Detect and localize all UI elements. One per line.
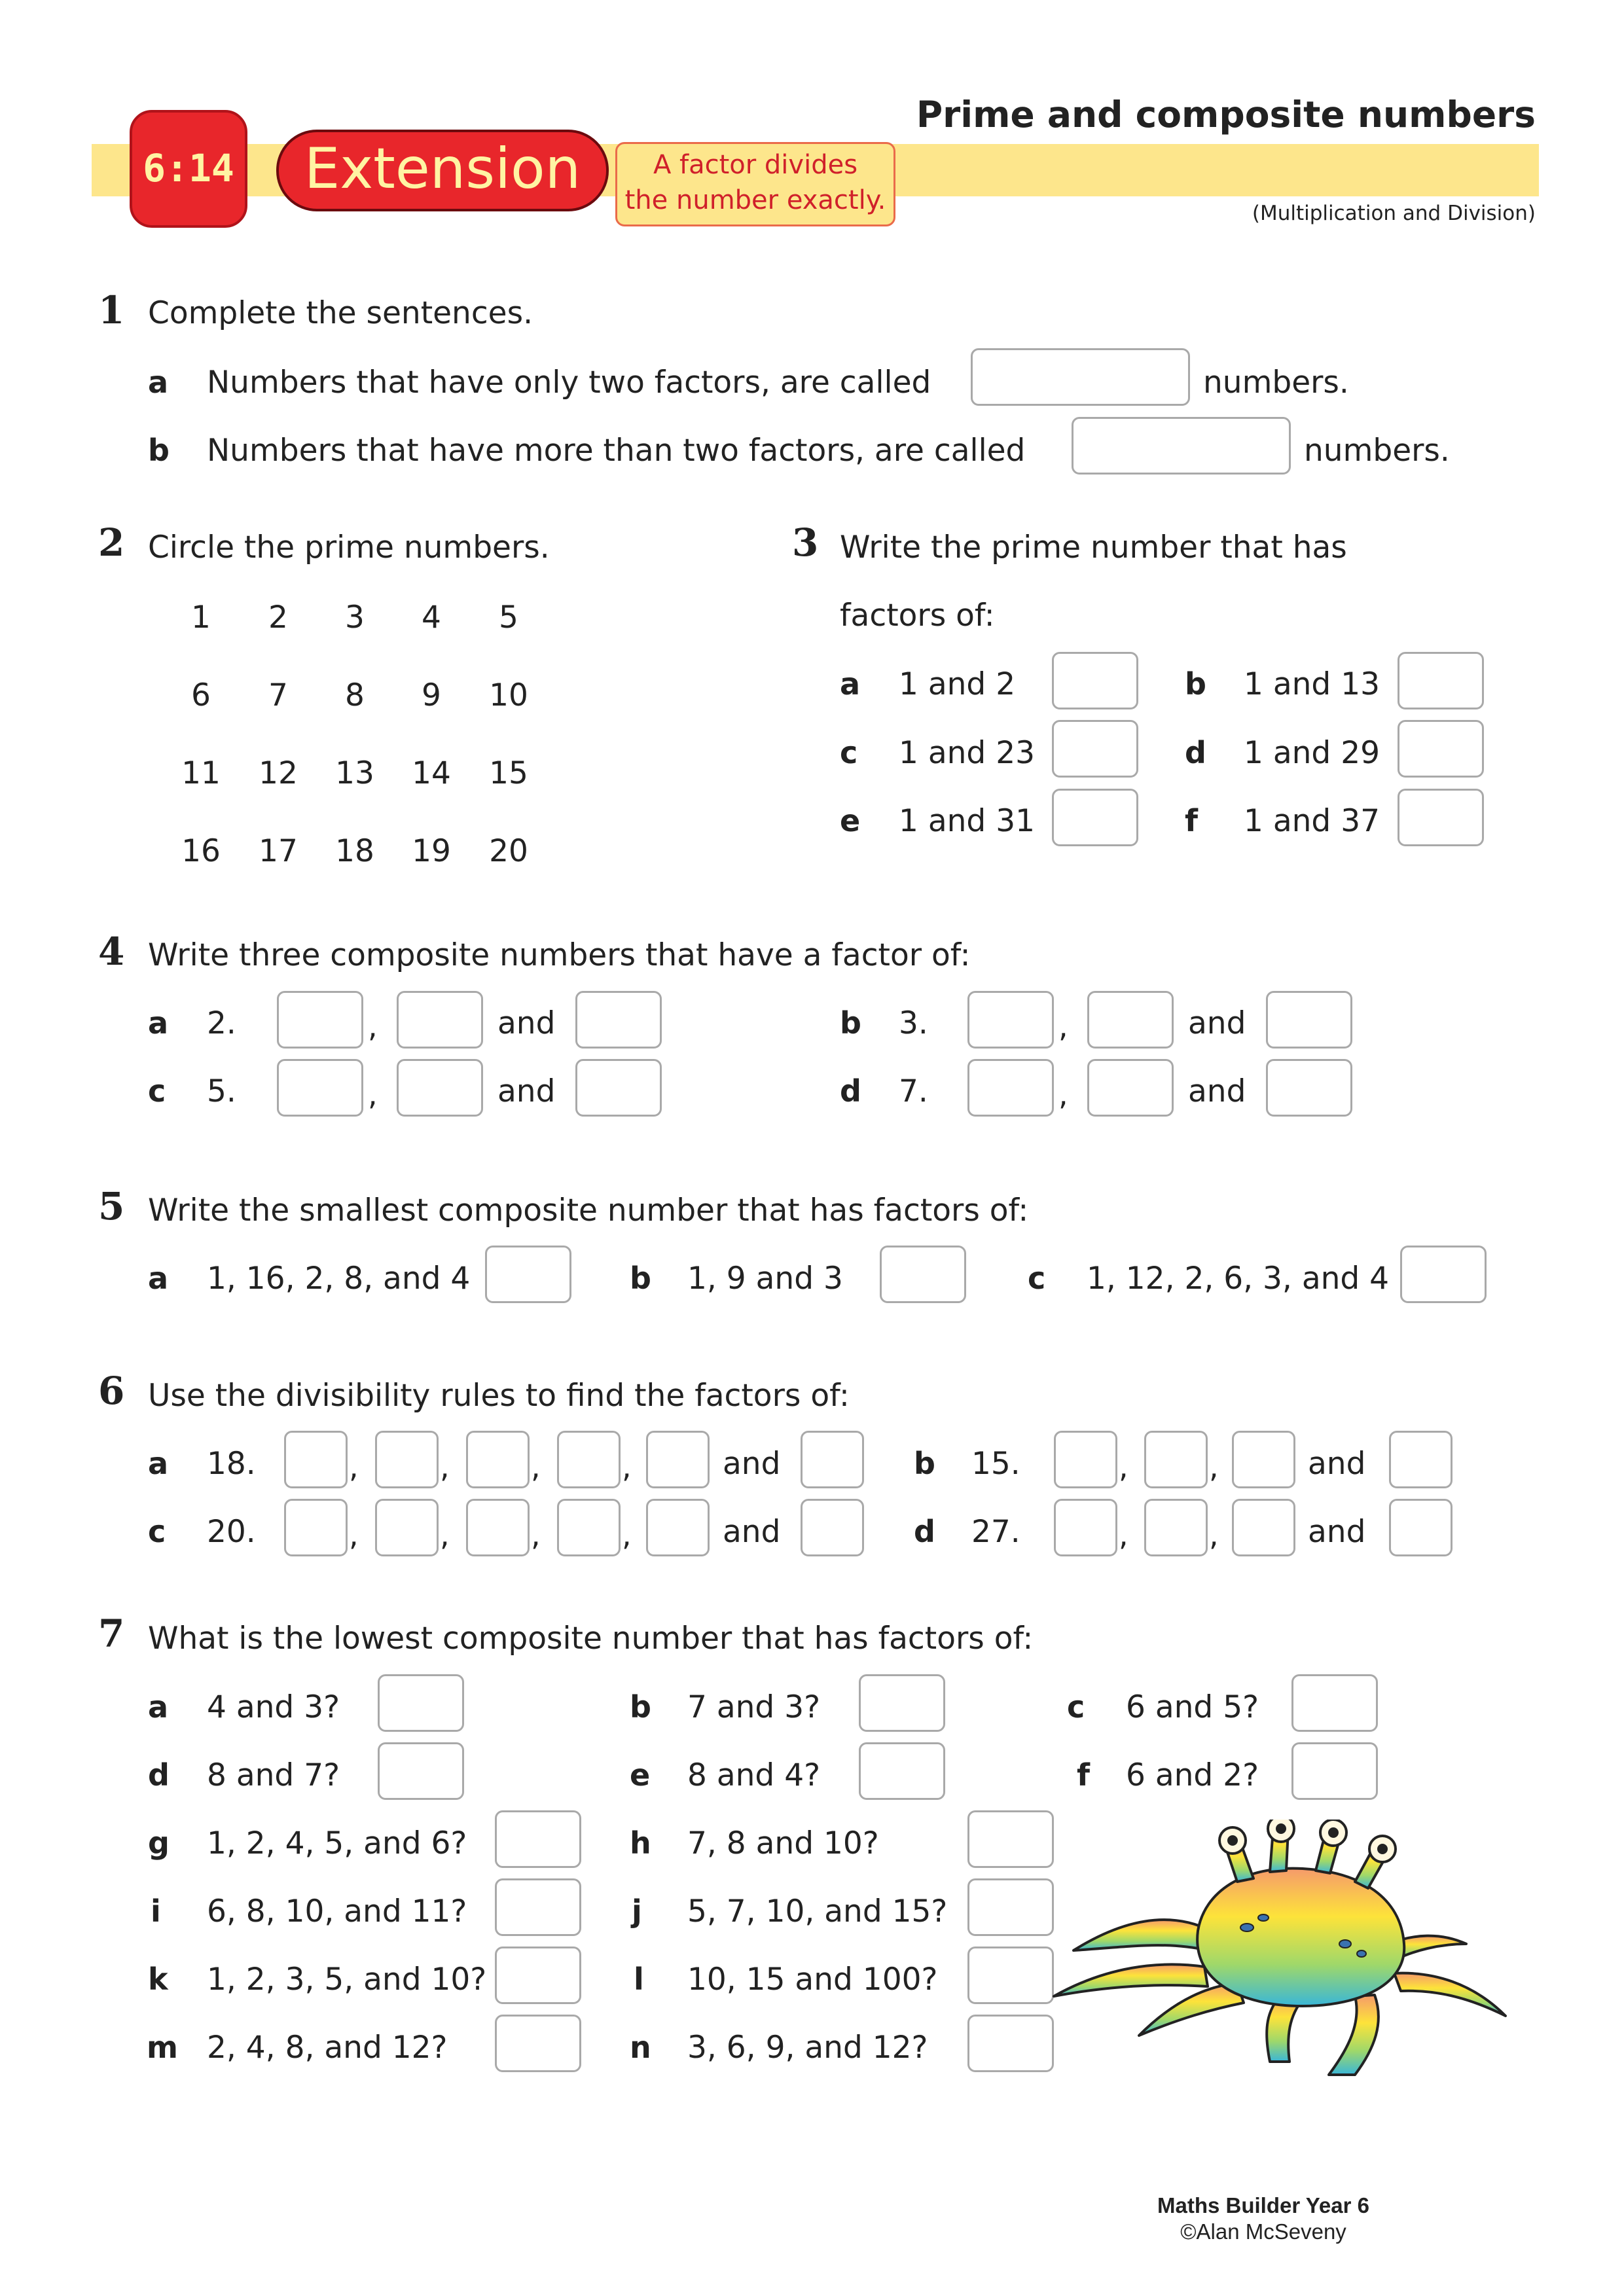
answer-box[interactable] — [397, 1059, 483, 1117]
item-text: 1 and 13 — [1244, 666, 1380, 702]
number-to-circle[interactable]: 19 — [412, 833, 451, 869]
question-prompt: Write the smallest composite number that has factors of: — [148, 1193, 1029, 1229]
answer-box[interactable] — [1232, 1431, 1295, 1488]
answer-box[interactable] — [1266, 1059, 1352, 1117]
question-prompt-line-2: factors of: — [840, 598, 995, 634]
item-text: 1 and 31 — [899, 803, 1036, 839]
item-label: b — [630, 1261, 651, 1296]
answer-box[interactable] — [1400, 1246, 1487, 1303]
item-label: c — [840, 735, 858, 770]
answer-box[interactable] — [967, 1878, 1054, 1936]
item-text: 7, 8 and 10? — [687, 1825, 879, 1861]
question-prompt: Circle the prime numbers. — [148, 529, 550, 565]
item-label: b — [1185, 666, 1206, 702]
comma: , — [531, 1449, 541, 1484]
comma: , — [531, 1517, 541, 1552]
item-label: a — [148, 1005, 169, 1041]
number-to-circle[interactable]: 7 — [268, 677, 288, 713]
lesson-code: 6:14 — [143, 146, 234, 190]
number-to-circle[interactable]: 1 — [191, 600, 211, 636]
answer-box[interactable] — [1144, 1431, 1208, 1488]
and-word: and — [497, 1005, 556, 1041]
question-prompt: Write the prime number that has — [840, 529, 1347, 565]
item-text: 1, 2, 3, 5, and 10? — [207, 1962, 487, 1998]
number-to-circle[interactable]: 10 — [489, 677, 528, 713]
answer-box[interactable] — [1232, 1499, 1295, 1556]
item-label: e — [630, 1757, 651, 1793]
answer-box[interactable] — [1087, 991, 1174, 1049]
item-label: c — [1067, 1689, 1085, 1725]
answer-box[interactable] — [880, 1246, 966, 1303]
number-to-circle[interactable]: 13 — [335, 755, 374, 791]
comma: , — [440, 1517, 450, 1552]
and-word: and — [1188, 1005, 1246, 1041]
answer-box[interactable] — [378, 1742, 464, 1800]
answer-box[interactable] — [967, 991, 1054, 1049]
question-prompt: Write three composite numbers that have a factor of: — [148, 937, 971, 973]
item-label: b — [914, 1446, 935, 1481]
item-text: Numbers that have more than two factors, are called — [207, 433, 1026, 469]
comma: , — [440, 1449, 450, 1484]
number-to-circle[interactable]: 16 — [181, 833, 221, 869]
octopus-alien-illustration — [1047, 1820, 1532, 2081]
answer-box[interactable] — [557, 1431, 621, 1488]
answer-box[interactable] — [646, 1431, 710, 1488]
item-text: 18. — [207, 1446, 256, 1482]
answer-box[interactable] — [801, 1499, 864, 1556]
item-label: a — [148, 1261, 169, 1296]
item-text: 5, 7, 10, and 15? — [687, 1893, 948, 1929]
answer-box[interactable] — [495, 2015, 581, 2072]
item-label: c — [1028, 1261, 1046, 1296]
question-prompt: Complete the sentences. — [148, 295, 533, 331]
question-number: 3 — [792, 520, 819, 565]
answer-box[interactable] — [801, 1431, 864, 1488]
answer-box[interactable] — [575, 991, 662, 1049]
item-label: i — [151, 1893, 161, 1929]
number-to-circle[interactable]: 2 — [268, 600, 288, 636]
item-text: 1 and 37 — [1244, 803, 1380, 839]
item-text: 6 and 5? — [1126, 1689, 1259, 1725]
item-text: 10, 15 and 100? — [687, 1962, 938, 1998]
answer-box[interactable] — [557, 1499, 621, 1556]
answer-box[interactable] — [859, 1742, 945, 1800]
comma: , — [368, 1009, 378, 1044]
answer-box[interactable] — [1291, 1674, 1378, 1732]
number-to-circle[interactable]: 14 — [412, 755, 451, 791]
number-to-circle[interactable]: 17 — [259, 833, 298, 869]
item-text: 1, 12, 2, 6, 3, and 4 — [1087, 1261, 1390, 1297]
item-label: h — [630, 1825, 651, 1861]
question-number: 5 — [98, 1184, 125, 1229]
comma: , — [1209, 1517, 1219, 1552]
item-label: d — [148, 1757, 170, 1793]
item-text: 7. — [899, 1073, 928, 1109]
item-text: 3, 6, 9, and 12? — [687, 2030, 928, 2066]
number-to-circle[interactable]: 8 — [345, 677, 365, 713]
item-label: d — [1185, 735, 1206, 770]
item-label: a — [840, 666, 861, 702]
comma: , — [622, 1517, 632, 1552]
comma: , — [349, 1449, 359, 1484]
number-to-circle[interactable]: 6 — [191, 677, 211, 713]
comma: , — [1209, 1449, 1219, 1484]
question-number: 6 — [98, 1369, 125, 1413]
item-label: n — [630, 2030, 651, 2065]
item-label: g — [148, 1825, 170, 1861]
number-to-circle[interactable]: 11 — [181, 755, 221, 791]
comma: , — [1119, 1517, 1128, 1552]
item-text: 1, 2, 4, 5, and 6? — [207, 1825, 467, 1861]
comma: , — [1058, 1009, 1068, 1044]
answer-box[interactable] — [375, 1499, 439, 1556]
item-label: d — [914, 1514, 935, 1549]
hint-line-1: A factor divides — [653, 150, 858, 180]
item-text: 27. — [971, 1514, 1020, 1550]
comma: , — [349, 1517, 359, 1552]
item-label: f — [1077, 1757, 1091, 1793]
item-label: b — [148, 433, 170, 468]
item-label: a — [148, 365, 169, 400]
question-prompt: What is the lowest composite number that has factors of: — [148, 1621, 1034, 1657]
answer-box[interactable] — [1291, 1742, 1378, 1800]
answer-box[interactable] — [1266, 991, 1352, 1049]
item-text: 8 and 7? — [207, 1757, 340, 1793]
answer-box[interactable] — [378, 1674, 464, 1732]
answer-box[interactable] — [1087, 1059, 1174, 1117]
number-to-circle[interactable]: 15 — [489, 755, 528, 791]
footer-copyright: ©Alan McSeveny — [1180, 2219, 1346, 2244]
item-label: a — [148, 1689, 169, 1725]
and-word: and — [1308, 1446, 1366, 1482]
answer-box[interactable] — [277, 991, 363, 1049]
question-number: 4 — [98, 929, 125, 974]
answer-box[interactable] — [967, 1810, 1054, 1868]
number-to-circle[interactable]: 9 — [422, 677, 441, 713]
and-word: and — [723, 1514, 781, 1550]
answer-box[interactable] — [1052, 652, 1138, 709]
and-word: and — [1188, 1073, 1246, 1109]
item-label: k — [148, 1962, 168, 1997]
item-text: 5. — [207, 1073, 236, 1109]
item-text: 2, 4, 8, and 12? — [207, 2030, 448, 2066]
answer-box[interactable] — [967, 2015, 1054, 2072]
item-label: l — [634, 1962, 644, 1997]
answer-box[interactable] — [575, 1059, 662, 1117]
answer-box[interactable] — [1389, 1431, 1453, 1488]
item-text: 1 and 2 — [899, 666, 1016, 702]
item-label: b — [630, 1689, 651, 1725]
comma: , — [368, 1077, 378, 1112]
item-text: 1, 16, 2, 8, and 4 — [207, 1261, 471, 1297]
comma: , — [1119, 1449, 1128, 1484]
item-text: 3. — [899, 1005, 928, 1041]
and-word: and — [1308, 1514, 1366, 1550]
number-to-circle[interactable]: 20 — [489, 833, 528, 869]
answer-box[interactable] — [466, 1499, 530, 1556]
item-label: d — [840, 1073, 861, 1109]
comma: , — [1058, 1077, 1068, 1112]
answer-box[interactable] — [284, 1499, 348, 1556]
item-label: a — [148, 1446, 169, 1481]
answer-box[interactable] — [1052, 720, 1138, 778]
answer-box[interactable] — [375, 1431, 439, 1488]
item-suffix: numbers. — [1203, 365, 1349, 401]
answer-box[interactable] — [495, 1810, 581, 1868]
answer-box[interactable] — [495, 1946, 581, 2004]
and-word: and — [497, 1073, 556, 1109]
number-to-circle[interactable]: 18 — [335, 833, 374, 869]
item-text: Numbers that have only two factors, are called — [207, 365, 931, 401]
number-to-circle[interactable]: 4 — [422, 600, 441, 636]
question-number: 1 — [98, 288, 125, 332]
item-text: 6, 8, 10, and 11? — [207, 1893, 467, 1929]
number-to-circle[interactable]: 5 — [499, 600, 518, 636]
hint-line-2: the number exactly. — [624, 185, 886, 215]
answer-box[interactable] — [277, 1059, 363, 1117]
item-suffix: numbers. — [1304, 433, 1450, 469]
answer-box[interactable] — [967, 1946, 1054, 2004]
question-number: 2 — [98, 520, 125, 565]
item-text: 20. — [207, 1514, 256, 1550]
and-word: and — [723, 1446, 781, 1482]
item-label: j — [632, 1893, 642, 1929]
answer-box[interactable] — [1398, 652, 1484, 709]
page-subtitle: (Multiplication and Division) — [1252, 202, 1536, 225]
item-text: 1 and 23 — [899, 735, 1036, 771]
answer-box[interactable] — [284, 1431, 348, 1488]
item-text: 1 and 29 — [1244, 735, 1380, 771]
item-text: 1, 9 and 3 — [687, 1261, 843, 1297]
answer-box[interactable] — [466, 1431, 530, 1488]
footer-title: Maths Builder Year 6 — [1157, 2193, 1370, 2217]
item-text: 15. — [971, 1446, 1020, 1482]
answer-box[interactable] — [646, 1499, 710, 1556]
item-label: c — [148, 1514, 166, 1549]
answer-box[interactable] — [971, 348, 1190, 406]
number-to-circle[interactable]: 3 — [345, 600, 365, 636]
item-label: e — [840, 803, 861, 838]
item-text: 6 and 2? — [1126, 1757, 1259, 1793]
answer-box[interactable] — [1052, 789, 1138, 846]
answer-box[interactable] — [1398, 720, 1484, 778]
item-text: 2. — [207, 1005, 236, 1041]
extension-label: Extension — [304, 136, 581, 202]
answer-box[interactable] — [1389, 1499, 1453, 1556]
answer-box[interactable] — [1054, 1431, 1117, 1488]
question-number: 7 — [98, 1611, 125, 1656]
item-text: 8 and 4? — [687, 1757, 821, 1793]
answer-box[interactable] — [1054, 1499, 1117, 1556]
item-label: c — [148, 1073, 166, 1109]
answer-box[interactable] — [485, 1246, 571, 1303]
answer-box[interactable] — [1398, 789, 1484, 846]
question-prompt: Use the divisibility rules to find the factors of: — [148, 1378, 850, 1414]
item-label: b — [840, 1005, 861, 1041]
item-label: f — [1185, 803, 1199, 838]
answer-box[interactable] — [397, 991, 483, 1049]
answer-box[interactable] — [859, 1674, 945, 1732]
item-text: 4 and 3? — [207, 1689, 340, 1725]
answer-box[interactable] — [967, 1059, 1054, 1117]
page-title: Prime and composite numbers — [916, 94, 1536, 135]
answer-box[interactable] — [1072, 417, 1291, 475]
answer-box[interactable] — [495, 1878, 581, 1936]
number-to-circle[interactable]: 12 — [259, 755, 298, 791]
comma: , — [622, 1449, 632, 1484]
item-text: 7 and 3? — [687, 1689, 821, 1725]
answer-box[interactable] — [1144, 1499, 1208, 1556]
item-label: m — [147, 2030, 178, 2065]
